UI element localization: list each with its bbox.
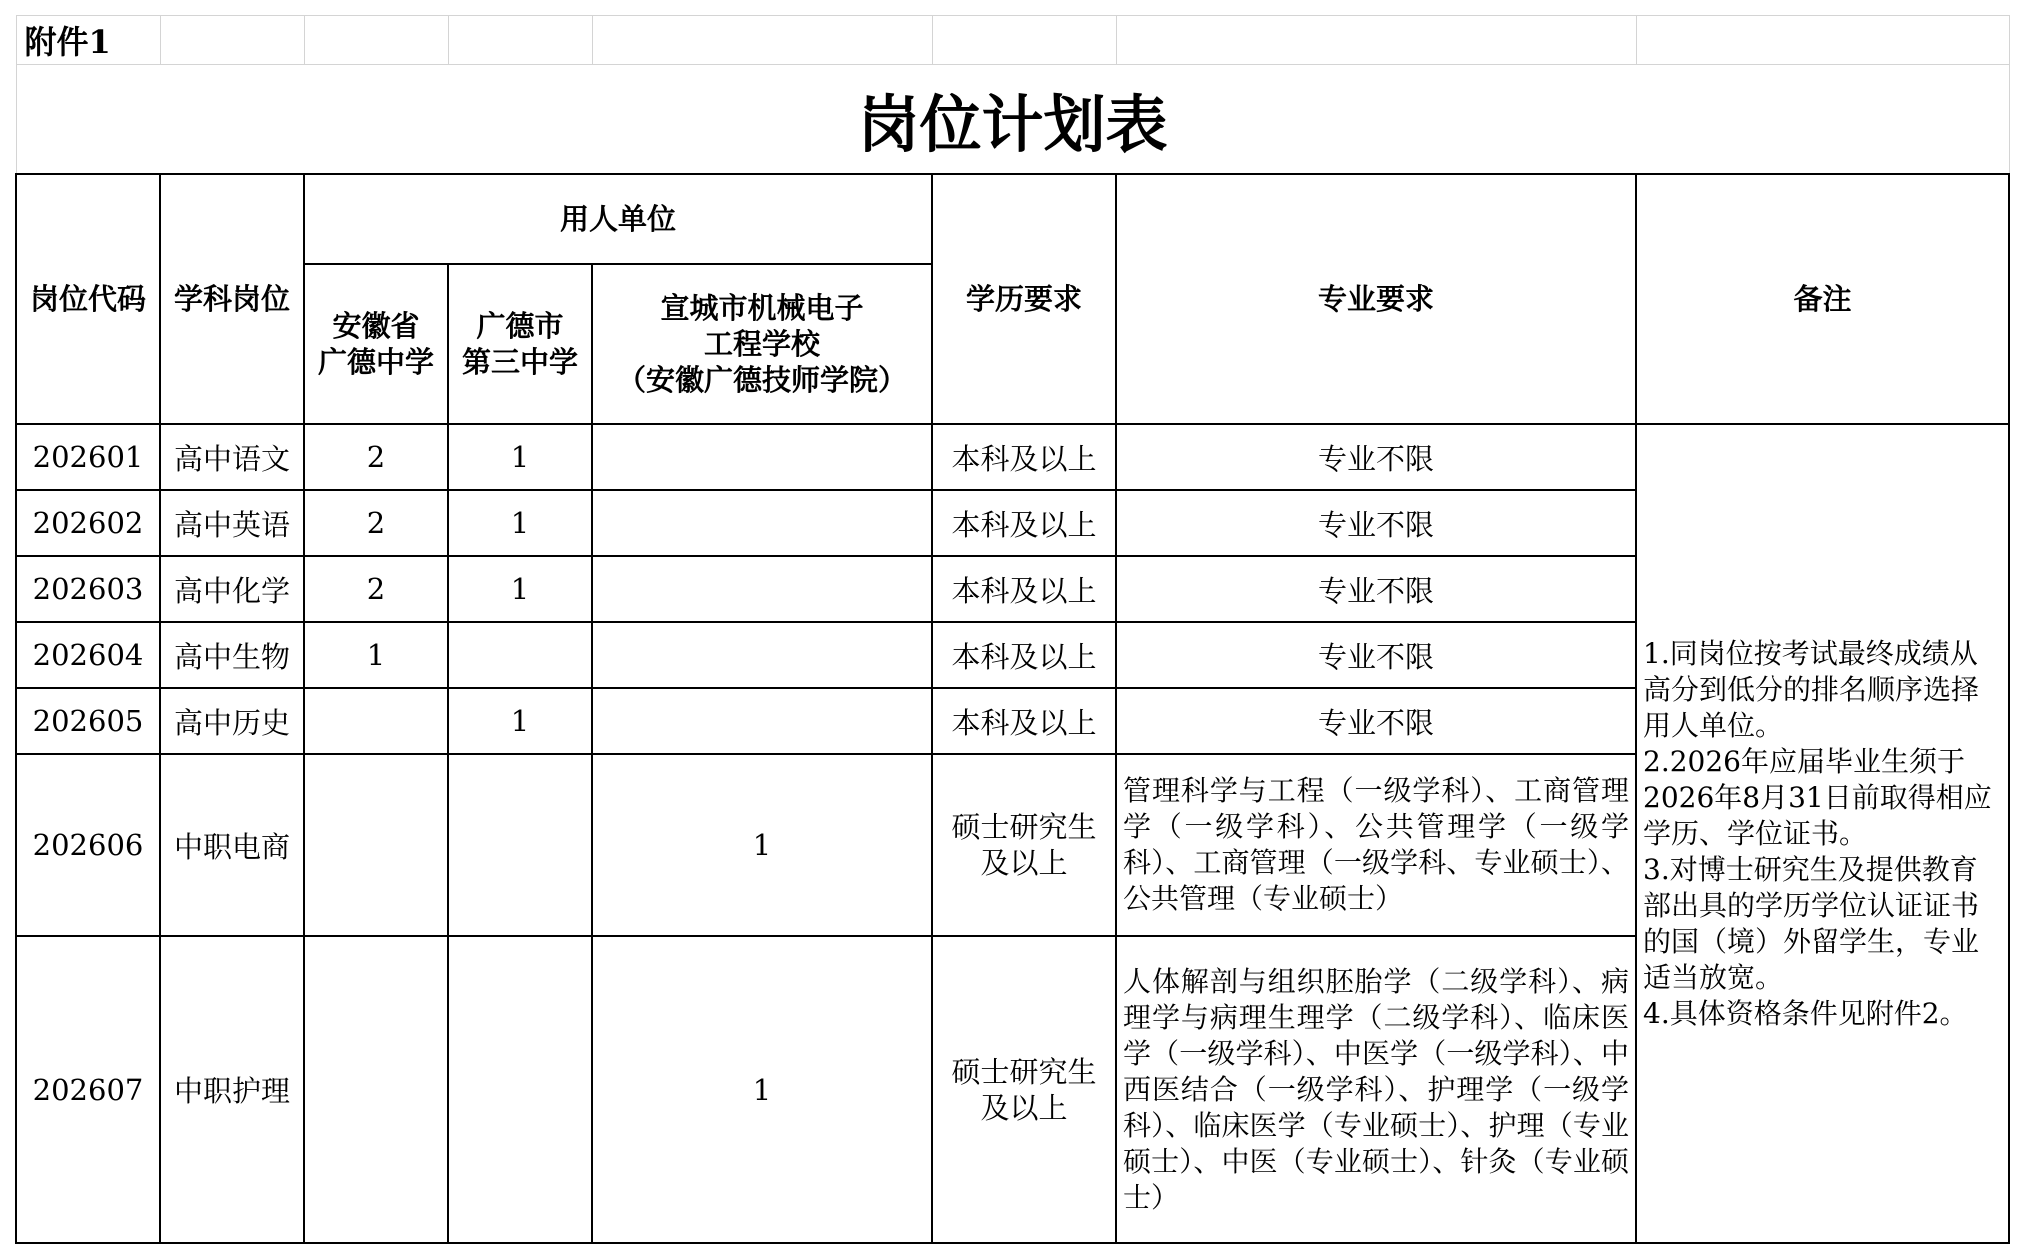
count-cell[interactable]: 1 [448, 556, 592, 622]
education-cell[interactable]: 本科及以上 [932, 622, 1116, 688]
header-employer-group[interactable]: 用人单位 [304, 174, 932, 264]
count-cell[interactable] [448, 936, 592, 1243]
count-cell[interactable] [592, 622, 932, 688]
count-cell[interactable] [592, 556, 932, 622]
count-cell[interactable]: 1 [592, 754, 932, 936]
header-employer-2[interactable]: 广德市 第三中学 [448, 264, 592, 424]
empty-cell[interactable] [304, 16, 448, 65]
code-cell[interactable]: 202607 [16, 936, 160, 1243]
header-code[interactable]: 岗位代码 [16, 174, 160, 424]
spreadsheet [15, 15, 2008, 1246]
major-cell[interactable]: 人体解剖与组织胚胎学（二级学科）、病理学与病理生理学（二级学科）、临床医学（一级学科）、中医学（一级学科）、中西医结合（一级学科）、护理学（一级学科）、临床医学（专业硕士）、护理（专业硕士）、中医（专业硕士）、针灸（专业硕士） [1116, 936, 1636, 1243]
count-cell[interactable] [304, 688, 448, 754]
empty-cell[interactable] [592, 16, 932, 65]
header-education[interactable]: 学历要求 [932, 174, 1116, 424]
header-subject[interactable]: 学科岗位 [160, 174, 304, 424]
major-cell[interactable]: 管理科学与工程（一级学科）、工商管理学（一级学科）、公共管理学（一级学科）、工商管理（一级学科、专业硕士）、公共管理（专业硕士） [1116, 754, 1636, 936]
count-cell[interactable]: 1 [304, 622, 448, 688]
code-cell[interactable]: 202603 [16, 556, 160, 622]
subject-cell[interactable]: 高中历史 [160, 688, 304, 754]
empty-cell[interactable] [1636, 16, 2009, 65]
header-employer-1[interactable]: 安徽省 广德中学 [304, 264, 448, 424]
education-cell[interactable]: 硕士研究生 及以上 [932, 754, 1116, 936]
count-cell[interactable] [304, 936, 448, 1243]
major-cell[interactable]: 专业不限 [1116, 688, 1636, 754]
count-cell[interactable]: 1 [592, 936, 932, 1243]
code-cell[interactable]: 202604 [16, 622, 160, 688]
count-cell[interactable] [592, 490, 932, 556]
subject-cell[interactable]: 高中英语 [160, 490, 304, 556]
empty-cell[interactable] [160, 16, 304, 65]
count-cell[interactable]: 1 [448, 688, 592, 754]
major-cell[interactable]: 专业不限 [1116, 424, 1636, 490]
empty-cell[interactable] [932, 16, 1116, 65]
major-cell[interactable]: 专业不限 [1116, 556, 1636, 622]
education-cell[interactable]: 本科及以上 [932, 490, 1116, 556]
education-cell[interactable]: 本科及以上 [932, 424, 1116, 490]
count-cell[interactable] [304, 754, 448, 936]
education-cell[interactable]: 本科及以上 [932, 688, 1116, 754]
subject-cell[interactable]: 高中语文 [160, 424, 304, 490]
empty-cell[interactable] [1116, 16, 1636, 65]
header-major[interactable]: 专业要求 [1116, 174, 1636, 424]
header-remarks[interactable]: 备注 [1636, 174, 2009, 424]
count-cell[interactable] [592, 424, 932, 490]
count-cell[interactable]: 2 [304, 490, 448, 556]
education-cell[interactable]: 本科及以上 [932, 556, 1116, 622]
subject-cell[interactable]: 中职电商 [160, 754, 304, 936]
code-cell[interactable]: 202605 [16, 688, 160, 754]
table-title[interactable]: 岗位计划表 [16, 65, 2009, 175]
count-cell[interactable]: 2 [304, 556, 448, 622]
count-cell[interactable] [592, 688, 932, 754]
remarks-cell[interactable]: 1.同岗位按考试最终成绩从高分到低分的排名顺序选择用人单位。 2.2026年应届毕业生须于2026年8月31日前取得相应学历、学位证书。 3.对博士研究生及提供教育部出具的学历学位认证证书的国（境）外留学生，专业适当放宽。 4.具体资格条件见附件2。 [1636, 424, 2009, 1243]
attachment-label[interactable]: 附件1 [16, 16, 160, 65]
code-cell[interactable]: 202606 [16, 754, 160, 936]
major-cell[interactable]: 专业不限 [1116, 490, 1636, 556]
count-cell[interactable] [448, 754, 592, 936]
code-cell[interactable]: 202601 [16, 424, 160, 490]
subject-cell[interactable]: 中职护理 [160, 936, 304, 1243]
subject-cell[interactable]: 高中化学 [160, 556, 304, 622]
header-employer-3[interactable]: 宣城市机械电子 工程学校 （安徽广德技师学院） [592, 264, 932, 424]
count-cell[interactable]: 1 [448, 424, 592, 490]
subject-cell[interactable]: 高中生物 [160, 622, 304, 688]
empty-cell[interactable] [448, 16, 592, 65]
code-cell[interactable]: 202602 [16, 490, 160, 556]
table-row [16, 424, 2009, 490]
count-cell[interactable] [448, 622, 592, 688]
count-cell[interactable]: 2 [304, 424, 448, 490]
education-cell[interactable]: 硕士研究生 及以上 [932, 936, 1116, 1243]
major-cell[interactable]: 专业不限 [1116, 622, 1636, 688]
count-cell[interactable]: 1 [448, 490, 592, 556]
